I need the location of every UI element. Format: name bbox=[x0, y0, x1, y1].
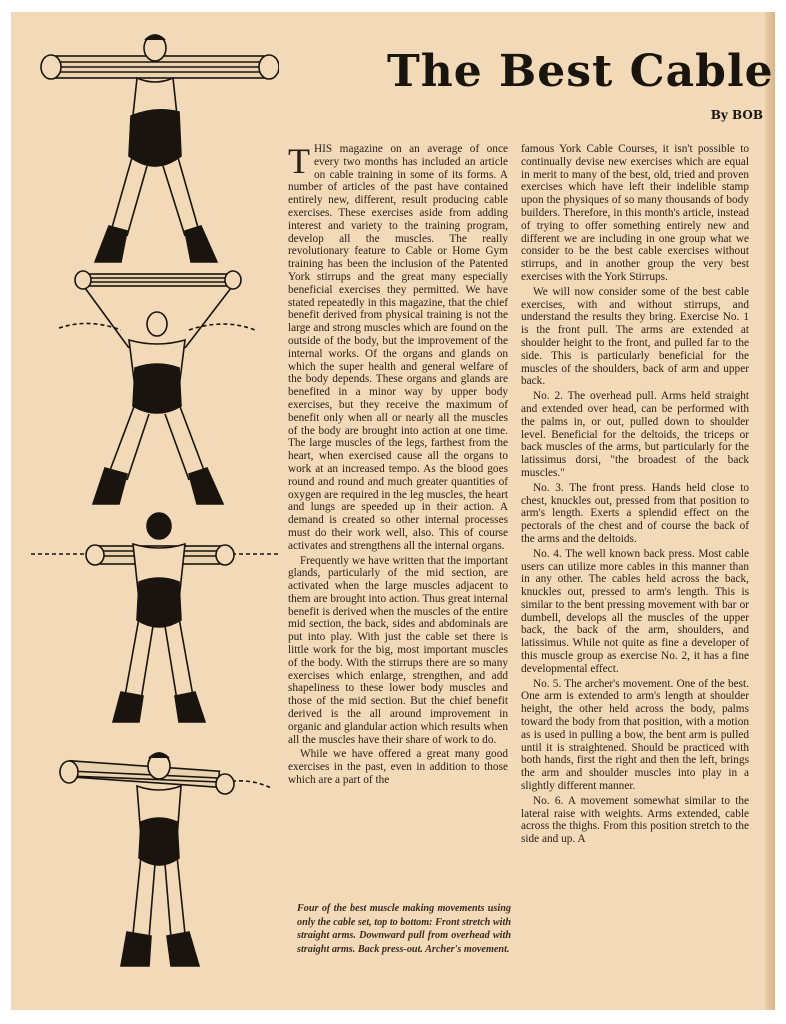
figure-archer-icon bbox=[29, 738, 279, 978]
figure-front-stretch-icon bbox=[29, 26, 279, 266]
figure-caption: Four of the best muscle making movements using only the cable set, top to bottom: Front stretch with straight arms. Downward pull from overhead with straight arms. Back press-out. Archer's movement. bbox=[297, 903, 511, 955]
article-column-1 bbox=[288, 143, 508, 789]
paragraph-exercise-5: No. 5. The archer's movement. One of the best. One arm is extended to arm's length at shoulder height, the other held across the body, palms toward the body from that position, with a motion as is used in pulling a bow, the bent arm is pulled until it is straightened. Should be practiced with both hands, first the right and then the left, brings the arm and shoulder muscles into play in a slightly different manner. bbox=[521, 677, 749, 793]
paragraph-intro: THIS magazine on an average of once every two months has included an article on cable training in some of its forms. A number of articles of the past have contained entirely new, different, result producing cable exercises. These exercises aside from adding interest and variety to the training program, develop all the muscles. The really revolutionary feature to Cable or Home Gym training has been the inclusion of the Patented York stirrups and the great many especially beneficial exercises they permitted. We have stated repeatedly in this magazine, that the chief benefit derived from physical training is not the large and strong muscles which are found on the outside of the body, but the improvement of the internal works. Of the organs and glands on which the super health and general welfare of the body depends. These organs and glands are benefited in a minor way by upper body exercises, but they receive the maximum of benefit only when all or nearly all the muscles of the body are brought into action at one time. The large muscles of the legs, farthest from the heart, when exercised cause all the organs to work at an increased tempo. As the blood goes round and round and much greater quantities of oxygen are required in the leg muscles, the heart and lungs are speeded up in their action. A demand is created so other internal processes must do their work well, also. This of course activates and strengthens all the internal organs. bbox=[288, 141, 508, 552]
paragraph-exercise-3: No. 3. The front press. Hands held close to chest, knuckles out, pressed from that position to arm's length. Exerts a splendid effect on the pectorals of the chest and of course the back of the arms and the deltoids. bbox=[521, 481, 749, 545]
page-edge-shadow bbox=[765, 12, 775, 1010]
paragraph-exercise-6: No. 6. A movement somewhat similar to the lateral raise with weights. Arms extended, cable across the thighs. From this position stretch to the side and up. A bbox=[521, 794, 749, 846]
figure-back-press-icon bbox=[29, 508, 279, 728]
article-title: The Best Cable bbox=[387, 46, 774, 97]
paragraph-exercise-2: No. 2. The overhead pull. Arms held straight and extended over head, can be performed with the palms in, or out, pulled down to shoulder level. Beneficial for the deltoids, the triceps or back muscles of the arms, but particularly for the latissimus dorsi, "the broadest of the back muscles." bbox=[521, 390, 749, 479]
drop-cap: T bbox=[288, 141, 310, 181]
article-column-2 bbox=[521, 143, 749, 848]
figure-overhead-pull-icon bbox=[29, 268, 279, 508]
paragraph: famous York Cable Courses, it isn't possible to continually devise new exercises which are equal in merit to many of the best, old, tried and proven exercises which have left their indelible stamp upon the physiques of so many thousands of body builders. Therefore, in this month's article, instead of trying to offer something entirely new and different we are including in one group what we consider to be the best cable exercises without stirrups, and in another group the very best exercises with the York Stirrups. bbox=[521, 143, 749, 283]
article-byline: By BOB bbox=[710, 108, 763, 122]
paragraph-exercise-4: No. 4. The well known back press. Most cable users can utilize more cables in this manner than in any other. The cables held across the back, knuckles out, pressed to arm's length. This is similar to the bent pressing movement with bar or dumbell, develops all the muscles of the upper back, the back of the arm, shoulders, and latissimus. While not quite as fine a developer of this muscle group as exercise No. 2, it has a fine developmental effect. bbox=[521, 547, 749, 675]
paragraph: Frequently we have written that the important glands, particularly of the mid section, are activated when the large muscles adjacent to them are brought into action. Thus great internal benefit is derived when the muscles of the entire mid section, the back, sides and abdominals are put into play. With just the cable set there is little work for the big, most important muscles of the body. With the stirrups there are so many exercises which enlarge, strengthen, and add shapeliness to these lower body muscles and those of the mid section. But the chief benefit derived is the all around improvement in organic and glandular action which results when all the muscles have their share of work to do. bbox=[288, 554, 508, 746]
paragraph-exercise-1: We will now consider some of the best cable exercises, with and without stirrups, and understand the results they bring. Exercise No. 1 is the front pull. The arms are extended at shoulder height to the front, and pulled far to the side. This is particularly beneficial for the muscles of the shoulders, back of arm and upper back. bbox=[521, 285, 749, 388]
magazine-page bbox=[11, 12, 775, 1010]
paragraph: While we have offered a great many good exercises in the past, even in addition to those which are a part of the bbox=[288, 748, 508, 787]
